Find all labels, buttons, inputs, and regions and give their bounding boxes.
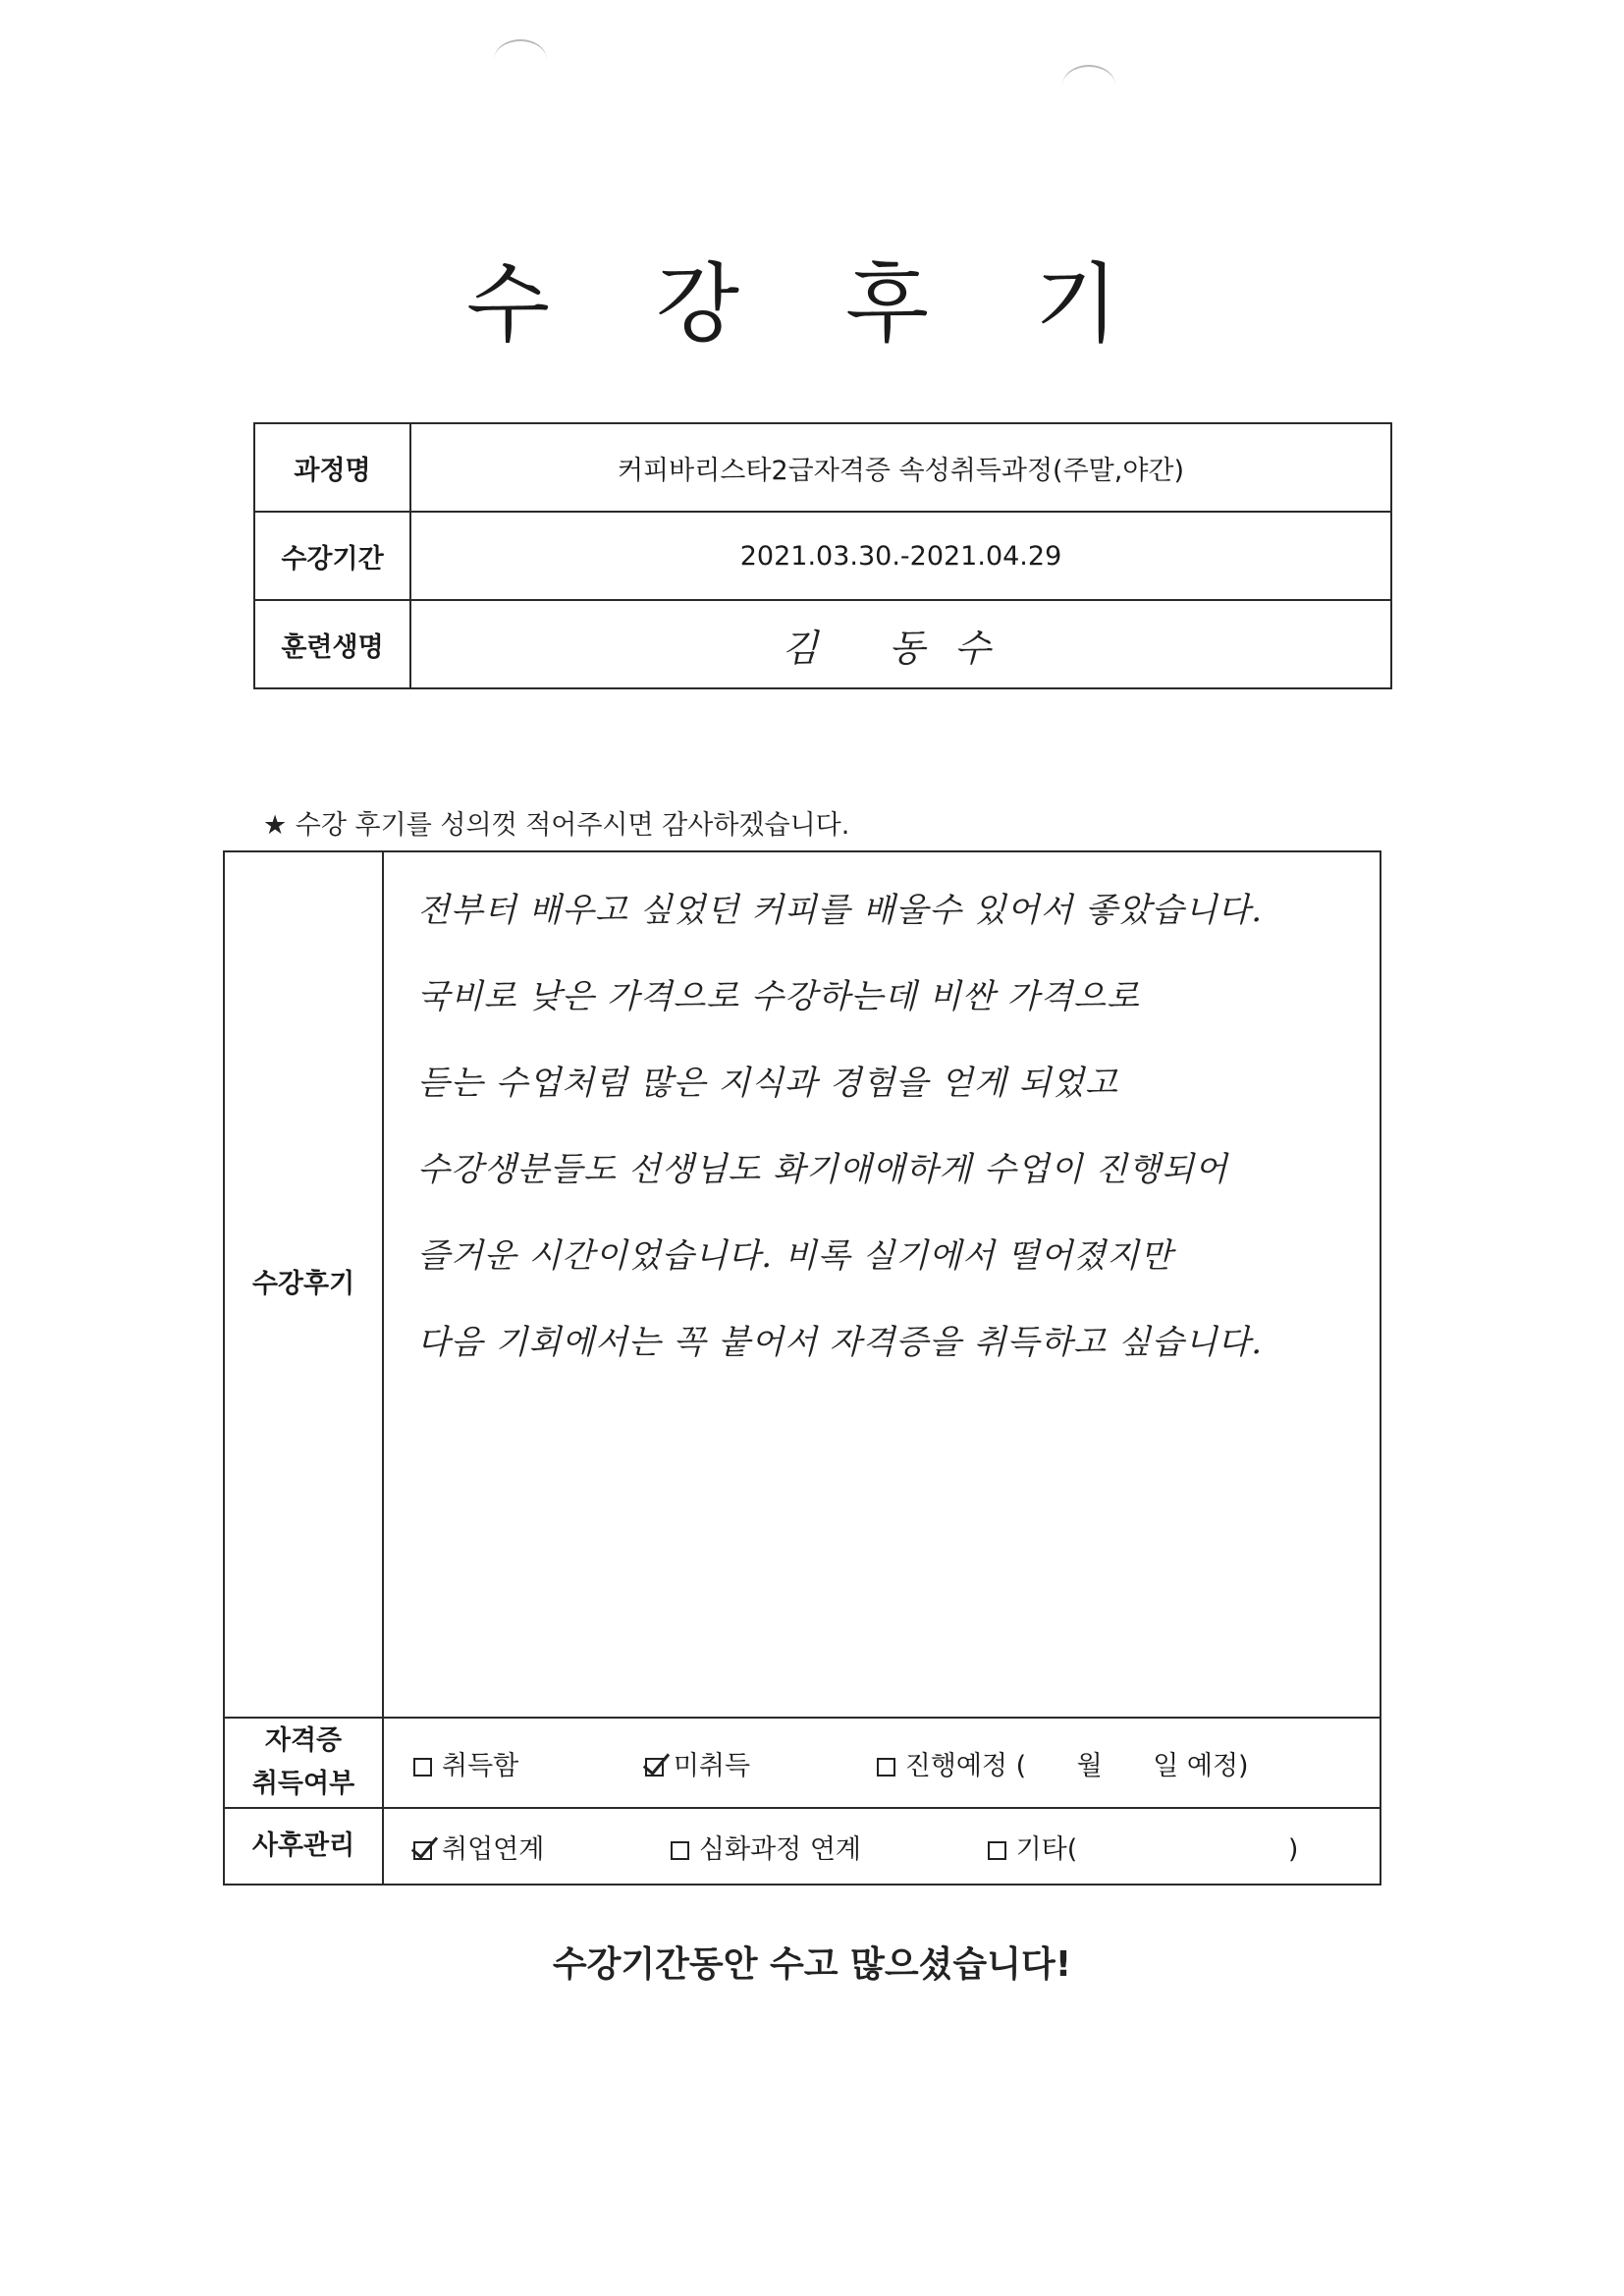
page-title: 수 강 후 기 — [466, 253, 1158, 355]
trainee-row — [254, 600, 1391, 688]
aftercare-options — [383, 1808, 1380, 1885]
option-other[interactable]: 기타( ) — [988, 1828, 1299, 1866]
option-job-link[interactable]: 취업연계 — [413, 1828, 544, 1866]
course-info-table — [253, 422, 1392, 689]
option-advanced-course[interactable]: 심화과정 연계 — [671, 1828, 861, 1866]
option-obtained[interactable]: 취득함 — [413, 1744, 518, 1782]
certification-label — [224, 1718, 383, 1808]
checkbox-checked-icon[interactable] — [413, 1841, 432, 1860]
course-row — [254, 423, 1391, 512]
trainee-label: 훈련생명 — [254, 600, 410, 688]
review-table — [223, 850, 1381, 1886]
punch-hole-right — [1062, 65, 1115, 106]
review-line: 국비로 낮은 가격으로 수강하는데 비싼 가격으로 — [417, 977, 1140, 1016]
punch-hole-left — [494, 39, 547, 81]
review-text-area — [383, 851, 1380, 1718]
review-line: 다음 기회에서는 꼭 붙어서 자격증을 취득하고 싶습니다. — [417, 1323, 1264, 1362]
certification-options — [383, 1718, 1380, 1808]
aftercare-label: 사후관리 — [224, 1808, 383, 1885]
checkbox-icon[interactable] — [671, 1841, 689, 1860]
checkbox-checked-icon[interactable] — [645, 1758, 664, 1777]
review-line: 듣는 수업처럼 많은 지식과 경험을 얻게 되었고 — [417, 1064, 1118, 1103]
course-label: 과정명 — [254, 423, 410, 512]
closing-message: 수강기간동안 수고 많으셨습니다! — [552, 1944, 1072, 1985]
certification-label-line1: 자격증 — [264, 1725, 343, 1756]
checkbox-icon[interactable] — [988, 1841, 1006, 1860]
trainee-name-handwritten: 김 동수 — [782, 626, 1020, 670]
option-scheduled[interactable]: 진행예정 ( 월 일 예정) — [877, 1744, 1249, 1782]
period-row — [254, 512, 1391, 600]
certification-label-line2: 취득여부 — [251, 1769, 355, 1799]
aftercare-row — [224, 1808, 1380, 1885]
review-line: 즐거운 시간이었습니다. 비록 실기에서 떨어졌지만 — [417, 1236, 1173, 1276]
period-value: 2021.03.30.-2021.04.29 — [410, 512, 1391, 600]
period-label: 수강기간 — [254, 512, 410, 600]
review-line: 전부터 배우고 싶었던 커피를 배울수 있어서 좋았습니다. — [417, 891, 1264, 930]
option-not-obtained[interactable]: 미취득 — [645, 1744, 750, 1782]
review-line: 수강생분들도 선생님도 화기애애하게 수업이 진행되어 — [417, 1150, 1228, 1189]
review-label: 수강후기 — [224, 851, 383, 1718]
review-row — [224, 851, 1380, 1718]
checkbox-icon[interactable] — [877, 1758, 895, 1777]
checkbox-icon[interactable] — [413, 1758, 432, 1777]
certification-row — [224, 1718, 1380, 1808]
course-value: 커피바리스타2급자격증 속성취득과정(주말,야간) — [410, 423, 1391, 512]
instruction-note: ★ 수강 후기를 성의껏 적어주시면 감사하겠습니다. — [263, 810, 850, 841]
